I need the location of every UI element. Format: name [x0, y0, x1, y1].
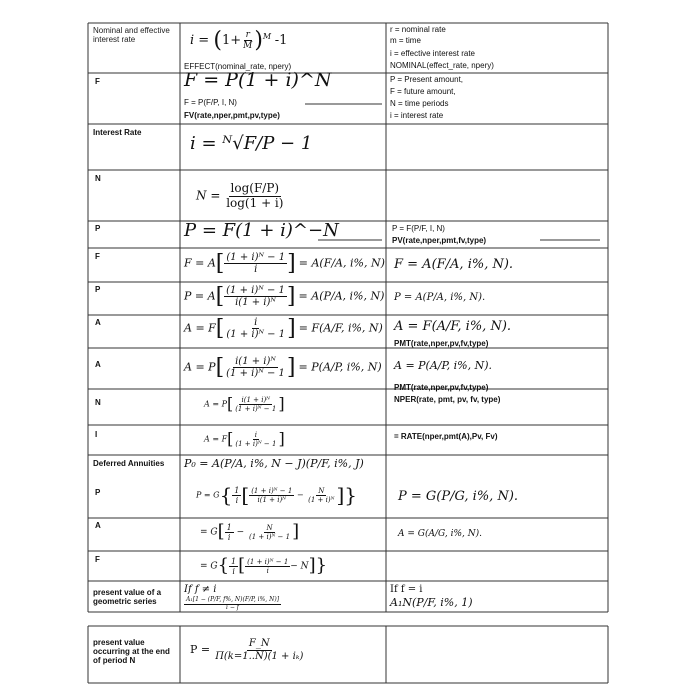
frac-num: (1 + i)ᴺ − 1 — [251, 486, 293, 495]
lhs: P = — [190, 642, 211, 656]
label-p3: P — [95, 488, 101, 497]
excel-rate: = RATE(nper,pmt(A),Pv, Fv) — [394, 432, 498, 441]
note-n: N = time periods — [390, 99, 449, 108]
frac-num: 1 — [226, 522, 232, 532]
frac-num: N — [318, 486, 325, 495]
frac-den: (1 + i)ᴺ − 1 — [235, 439, 277, 448]
formula-small-af: A = F[ $\frac{i}{\text{(1 + i)ᴺ − 1}}$ ] — [204, 429, 285, 448]
excel-effect: EFFECT(nominal_rate, npery) — [184, 62, 292, 71]
frac-num: i — [254, 430, 258, 439]
formula-variable-rate — [190, 638, 305, 662]
note-interest: i = interest rate — [390, 111, 444, 120]
rhs: = A(F/A, i%, N) — [298, 256, 385, 270]
formula-n: N = $\frac{\log(F/P)}{\log(1 + i)}$ — [196, 181, 284, 210]
frac-den: (1 + i)ᴺ − 1 — [235, 404, 277, 413]
formula-interest-rate: i = ᴺ√F/P − 1 — [190, 133, 313, 154]
frac-num: log(F/P) — [230, 181, 280, 195]
note-r: r = nominal rate — [390, 25, 446, 34]
frac-num: (1 + i)ᴺ − 1 — [247, 557, 289, 566]
rhs: = P(A/P, i%, N) — [298, 360, 382, 374]
label-n: N — [95, 174, 101, 183]
formula-uniform-fa: F = A[ $\frac{\text{(1 + i)ᴺ − 1}}{i}$ ] = A(F/A, i%, N) — [184, 251, 385, 276]
label-a2: A — [95, 360, 101, 369]
lhs: P = G — [196, 490, 220, 500]
formula-gradient-fg: = G{ $\frac{1}{i}$ [ $\frac{\text{(1 + i)ᴺ − 1}}{i}$ − N]} — [200, 555, 328, 576]
excel-pmt1: PMT(rate,nper,pv,fv,type) — [394, 339, 489, 348]
frac-num: 1 — [231, 556, 237, 566]
formula-minus-one: -1 — [274, 33, 288, 49]
note-pa: P = A(P/A, i%, N). — [394, 292, 486, 303]
label-p: P — [95, 224, 101, 233]
frac-den: i(1 + i)ᴺ — [257, 496, 287, 504]
lhs: P = A — [184, 289, 216, 303]
note-ag: A = G(A/G, i%, N). — [398, 529, 482, 539]
label-p2: P — [95, 285, 101, 294]
frac-den: i — [232, 566, 235, 576]
note-ap: A = P(A/P, i%, N). — [394, 359, 493, 372]
frac-den: i — [254, 264, 258, 276]
label-nominal-effective: Nominal and effective interest rate — [93, 26, 170, 45]
note-f: F = future amount, — [390, 87, 456, 96]
frac-den: (1 + i)ᴺ − 1 — [226, 368, 285, 380]
frac-num: F_N — [248, 638, 270, 649]
formula-uniform-ap: A = P[ $\frac{\text{i(1 + i)ᴺ}}{\text{(1 + i)ᴺ − 1}}$ ] = P(A/P, i%, N) — [184, 355, 382, 380]
note-p: P = Present amount, — [390, 75, 464, 84]
formula-gradient-ag: = G[ $\frac{1}{i}$ − $\frac{N}{\text{(1 + i)ᴺ − 1}}$ ] — [200, 521, 300, 542]
lhs: A = P — [204, 399, 227, 409]
frac-den: (1 + i)ᴺ − 1 — [226, 329, 286, 341]
frac-num: i — [254, 316, 258, 328]
excel-fpin: F = P(F/P, I, N) — [184, 98, 237, 107]
rhs: = F(A/F, i%, N) — [298, 321, 383, 335]
formula-future-value: F = P(1 + i)^N — [184, 69, 332, 91]
formula-geometric-eq: A₁N(P/F, i%, 1) — [390, 596, 473, 609]
lhs: F = A — [184, 256, 216, 270]
label-geometric-series: present value of a geometric series — [93, 588, 162, 607]
excel-pmt2: PMT(rate,nper,pv,fv,type) — [394, 383, 489, 392]
note-i: i = effective interest rate — [390, 49, 476, 58]
note-fa: F = A(F/A, i%, N). — [394, 257, 514, 272]
lhs: = G — [200, 527, 218, 538]
frac-num: i(1 + i)ᴺ — [235, 355, 276, 367]
lhs: A = P — [184, 360, 216, 374]
tail: − N — [290, 561, 309, 572]
excel-nper: NPER(rate, pmt, pv, fv, type) — [394, 395, 501, 404]
formula-uniform-af: A = F[ $\frac{i}{\text{(1 + i)ᴺ − 1}}$ ] = F(A/F, i%, N) — [184, 316, 383, 341]
note-af: A = F(A/F, i%, N). — [394, 319, 512, 334]
label-f2: F — [95, 252, 100, 261]
formula-present-value: P = F(1 + i)^−N — [184, 220, 339, 241]
cond-f-eq-i: If f = i — [390, 584, 423, 595]
frac-den: log(1 + i) — [226, 195, 284, 210]
label-n2: N — [95, 398, 101, 407]
excel-fv: FV(rate,nper,pmt,pv,type) — [184, 111, 280, 120]
frac-num: 1 — [234, 485, 240, 495]
frac-num: (1 + i)ᴺ − 1 — [226, 284, 285, 296]
excel-nominal: NOMINAL(effect_rate, npery) — [390, 61, 494, 70]
label-f: F — [95, 77, 100, 86]
note-pg: P = G(P/G, i%, N). — [398, 489, 519, 504]
frac-den: i − f — [226, 604, 240, 612]
excel-pv: PV(rate,nper,pmt,fv,type) — [392, 236, 487, 245]
formula-effective-rate: i = (1+ $\frac{r}{M}$ )$^M$ -1 — [190, 28, 288, 53]
frac-den: i — [235, 496, 239, 505]
label-i: I — [95, 430, 98, 439]
formula-geometric — [184, 596, 281, 614]
frac-num: N — [266, 523, 273, 532]
note-pfin: P = F(P/F, I, N) — [392, 224, 445, 233]
frac-den: i(1 + i)ᴺ — [235, 297, 276, 309]
label-a: A — [95, 318, 101, 327]
label-interest-rate: Interest Rate — [93, 128, 142, 137]
cond-f-ne-i: If f ≠ i — [184, 584, 217, 595]
lhs: A = F — [204, 434, 228, 444]
label-a3: A — [95, 521, 101, 530]
lhs: = G — [200, 561, 218, 572]
frac-num: i(1 + i)ᴺ — [241, 395, 271, 404]
frac-den: (1 + i)ᴺ — [308, 496, 335, 504]
frac-num: A₁[1 − (P/F, f%, N)(F/P, i%, N)] — [186, 596, 280, 604]
rhs: = A(P/A, i%, N) — [298, 289, 385, 303]
formula-small-ap: A = P[ $\frac{\text{i(1 + i)ᴺ}}{\text{(1 + i)ᴺ − 1}}$ ] — [204, 394, 285, 413]
frac-num: (1 + i)ᴺ − 1 — [226, 251, 286, 263]
formula-gradient-pg: P = G{ $\frac{1}{i}$ [ $\frac{\text{(1 + i)ᴺ − 1}}{\text{i(1 + i)ᴺ}}$ − $\frac{N}{\text{(1 + i)ᴺ}}$ ]} — [196, 483, 357, 507]
label-f3: F — [95, 555, 100, 564]
frac-den: (1 + i)ᴺ − 1 — [248, 532, 291, 541]
formula-uniform-pa: P = A[ $\frac{\text{(1 + i)ᴺ − 1}}{\text{i(1 + i)ᴺ}}$ ] = A(P/A, i%, N) — [184, 284, 385, 309]
lhs: A = F — [184, 321, 216, 335]
frac-den: Π(k=1..N)(1 + iₖ) — [215, 650, 304, 662]
formula-deferred: P₀ = A(P/A, i%, N − J)(P/F, i%, J) — [184, 457, 364, 470]
frac-den: i — [266, 566, 269, 575]
label-deferred-annuities: Deferred Annuities — [93, 459, 165, 468]
label-present-value-end: present value occurring at the end of period N — [93, 638, 170, 666]
frac-den: i — [227, 532, 231, 542]
note-m: m = time — [390, 36, 421, 45]
